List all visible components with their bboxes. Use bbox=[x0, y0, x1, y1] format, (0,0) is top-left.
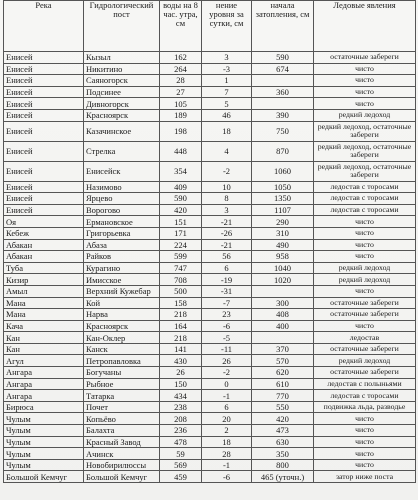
ice-cell: чисто bbox=[314, 86, 416, 98]
river-cell: Енисей bbox=[4, 193, 84, 205]
ice-cell: редкий ледоход, остаточные забереги bbox=[314, 121, 416, 141]
flood-cell: 1020 bbox=[252, 274, 314, 286]
post-cell: Нарва bbox=[84, 309, 160, 321]
flood-cell: 550 bbox=[252, 401, 314, 413]
change-cell: 6 bbox=[202, 262, 252, 274]
table-row bbox=[4, 355, 416, 367]
change-cell: 20 bbox=[202, 413, 252, 425]
level-cell: 409 bbox=[160, 181, 202, 193]
change-cell: 2 bbox=[202, 425, 252, 437]
table-row bbox=[4, 262, 416, 274]
flood-cell: 770 bbox=[252, 390, 314, 402]
table-row bbox=[4, 459, 416, 471]
change-cell: 3 bbox=[202, 52, 252, 64]
ice-cell: чисто bbox=[314, 436, 416, 448]
flood-cell: 420 bbox=[252, 413, 314, 425]
change-cell: 8 bbox=[202, 193, 252, 205]
table-row bbox=[4, 390, 416, 402]
level-cell: 158 bbox=[160, 297, 202, 309]
header-ice: Ледовые явления bbox=[314, 1, 416, 52]
river-cell: Ангара bbox=[4, 367, 84, 379]
river-cell: Кача bbox=[4, 320, 84, 332]
level-cell: 236 bbox=[160, 425, 202, 437]
flood-cell: 390 bbox=[252, 109, 314, 121]
river-cell: Абакан bbox=[4, 239, 84, 251]
post-cell: Красный Завод bbox=[84, 436, 160, 448]
post-cell: Богучаны bbox=[84, 367, 160, 379]
flood-cell: 360 bbox=[252, 86, 314, 98]
post-cell: Рыбное bbox=[84, 378, 160, 390]
ice-cell: ледостав с торосами bbox=[314, 193, 416, 205]
ice-cell: чисто bbox=[314, 239, 416, 251]
ice-cell: редкий ледоход bbox=[314, 355, 416, 367]
change-cell: 5 bbox=[202, 98, 252, 110]
river-cell: Кан bbox=[4, 343, 84, 355]
table-header bbox=[4, 1, 416, 52]
post-cell: Ачинск bbox=[84, 448, 160, 460]
river-cell: Енисей bbox=[4, 98, 84, 110]
change-cell: 23 bbox=[202, 309, 252, 321]
post-cell: Петропавловка bbox=[84, 355, 160, 367]
table-row bbox=[4, 63, 416, 75]
change-cell: -11 bbox=[202, 343, 252, 355]
table-row bbox=[4, 121, 416, 141]
post-cell: Енисейск bbox=[84, 161, 160, 181]
river-cell: Енисей bbox=[4, 86, 84, 98]
post-cell: Копьёво bbox=[84, 413, 160, 425]
flood-cell: 1107 bbox=[252, 204, 314, 216]
flood-cell: 590 bbox=[252, 52, 314, 64]
change-cell: 1 bbox=[202, 75, 252, 87]
ice-cell: ледостав с торосами bbox=[314, 390, 416, 402]
ice-cell: остаточные забереги bbox=[314, 343, 416, 355]
post-cell: Дивногорск bbox=[84, 98, 160, 110]
table-row bbox=[4, 141, 416, 161]
post-cell: Красноярск bbox=[84, 320, 160, 332]
ice-cell: ледостав с торосами bbox=[314, 204, 416, 216]
river-cell: Кизир bbox=[4, 274, 84, 286]
table-row bbox=[4, 297, 416, 309]
flood-cell: 465 (уточн.) bbox=[252, 471, 314, 483]
river-cell: Кебеж bbox=[4, 227, 84, 239]
river-cell: Мана bbox=[4, 297, 84, 309]
table-row bbox=[4, 52, 416, 64]
table-body bbox=[4, 52, 416, 483]
ice-cell: чисто bbox=[314, 320, 416, 332]
flood-cell bbox=[252, 332, 314, 344]
table-row bbox=[4, 98, 416, 110]
post-cell: Большой Кемчуг bbox=[84, 471, 160, 483]
level-cell: 26 bbox=[160, 367, 202, 379]
ice-cell: чисто bbox=[314, 216, 416, 228]
flood-cell: 300 bbox=[252, 297, 314, 309]
ice-cell: редкий ледоход, остаточные забереги bbox=[314, 161, 416, 181]
river-cell: Амыл bbox=[4, 285, 84, 297]
table-row bbox=[4, 216, 416, 228]
change-cell: 18 bbox=[202, 121, 252, 141]
post-cell: Абаза bbox=[84, 239, 160, 251]
level-cell: 141 bbox=[160, 343, 202, 355]
flood-cell: 870 bbox=[252, 141, 314, 161]
post-cell: Татарка bbox=[84, 390, 160, 402]
flood-cell: 610 bbox=[252, 378, 314, 390]
change-cell: -2 bbox=[202, 367, 252, 379]
header-post: Гидрологический пост bbox=[84, 1, 160, 52]
river-cell: Агул bbox=[4, 355, 84, 367]
header-level: воды на 8 час. утра, см bbox=[160, 1, 202, 52]
table-row bbox=[4, 343, 416, 355]
post-cell: Ермановское bbox=[84, 216, 160, 228]
flood-cell: 1060 bbox=[252, 161, 314, 181]
flood-cell bbox=[252, 75, 314, 87]
ice-cell: чисто bbox=[314, 425, 416, 437]
flood-cell: 1040 bbox=[252, 262, 314, 274]
table-row bbox=[4, 413, 416, 425]
flood-cell bbox=[252, 98, 314, 110]
level-cell: 448 bbox=[160, 141, 202, 161]
change-cell: -26 bbox=[202, 227, 252, 239]
table-row bbox=[4, 204, 416, 216]
river-cell: Туба bbox=[4, 262, 84, 274]
level-cell: 238 bbox=[160, 401, 202, 413]
post-cell: Курагино bbox=[84, 262, 160, 274]
level-cell: 59 bbox=[160, 448, 202, 460]
table-row bbox=[4, 251, 416, 263]
ice-cell: подвижка льда, разводье bbox=[314, 401, 416, 413]
ice-cell: ледостав bbox=[314, 332, 416, 344]
river-cell: Ангара bbox=[4, 378, 84, 390]
table-row bbox=[4, 161, 416, 181]
level-cell: 420 bbox=[160, 204, 202, 216]
river-cell: Чулым bbox=[4, 425, 84, 437]
level-cell: 164 bbox=[160, 320, 202, 332]
change-cell: -1 bbox=[202, 390, 252, 402]
post-cell: Ворогово bbox=[84, 204, 160, 216]
change-cell: 4 bbox=[202, 141, 252, 161]
river-cell: Оя bbox=[4, 216, 84, 228]
header-river: Река bbox=[4, 1, 84, 52]
hydrology-table bbox=[3, 0, 416, 483]
level-cell: 198 bbox=[160, 121, 202, 141]
post-cell: Подсинее bbox=[84, 86, 160, 98]
change-cell: 7 bbox=[202, 86, 252, 98]
ice-cell: чисто bbox=[314, 413, 416, 425]
flood-cell: 674 bbox=[252, 63, 314, 75]
ice-cell: чисто bbox=[314, 98, 416, 110]
change-cell: 56 bbox=[202, 251, 252, 263]
level-cell: 28 bbox=[160, 75, 202, 87]
post-cell: Кой bbox=[84, 297, 160, 309]
header-flood: начала затопления, см bbox=[252, 1, 314, 52]
ice-cell: чисто bbox=[314, 227, 416, 239]
change-cell: 46 bbox=[202, 109, 252, 121]
post-cell: Ярцево bbox=[84, 193, 160, 205]
ice-cell: остаточные забереги bbox=[314, 52, 416, 64]
table-row bbox=[4, 75, 416, 87]
flood-cell: 370 bbox=[252, 343, 314, 355]
change-cell: -19 bbox=[202, 274, 252, 286]
level-cell: 162 bbox=[160, 52, 202, 64]
flood-cell: 620 bbox=[252, 367, 314, 379]
flood-cell: 290 bbox=[252, 216, 314, 228]
flood-cell: 800 bbox=[252, 459, 314, 471]
level-cell: 218 bbox=[160, 309, 202, 321]
table-row bbox=[4, 367, 416, 379]
header-change: нение уровня за сутки, см bbox=[202, 1, 252, 52]
change-cell: -21 bbox=[202, 239, 252, 251]
river-cell: Енисей bbox=[4, 63, 84, 75]
river-cell: Абакан bbox=[4, 251, 84, 263]
level-cell: 151 bbox=[160, 216, 202, 228]
table-row bbox=[4, 436, 416, 448]
ice-cell: остаточные забереги bbox=[314, 297, 416, 309]
level-cell: 224 bbox=[160, 239, 202, 251]
river-cell: Бирюса bbox=[4, 401, 84, 413]
flood-cell: 570 bbox=[252, 355, 314, 367]
flood-cell: 408 bbox=[252, 309, 314, 321]
change-cell: -3 bbox=[202, 63, 252, 75]
post-cell: Григорьевка bbox=[84, 227, 160, 239]
post-cell: Казачинское bbox=[84, 121, 160, 141]
flood-cell: 473 bbox=[252, 425, 314, 437]
river-cell: Ангара bbox=[4, 390, 84, 402]
table-row bbox=[4, 239, 416, 251]
post-cell: Имисское bbox=[84, 274, 160, 286]
table-row bbox=[4, 448, 416, 460]
flood-cell: 630 bbox=[252, 436, 314, 448]
table-row bbox=[4, 471, 416, 483]
ice-cell: редкий ледоход bbox=[314, 274, 416, 286]
river-cell: Енисей bbox=[4, 204, 84, 216]
river-cell: Енисей bbox=[4, 75, 84, 87]
table-row bbox=[4, 401, 416, 413]
river-cell: Енисей bbox=[4, 52, 84, 64]
ice-cell: ледостав с торосами bbox=[314, 181, 416, 193]
ice-cell: редкий ледоход bbox=[314, 262, 416, 274]
post-cell: Райков bbox=[84, 251, 160, 263]
table-row bbox=[4, 181, 416, 193]
ice-cell: чисто bbox=[314, 63, 416, 75]
level-cell: 590 bbox=[160, 193, 202, 205]
ice-cell: чисто bbox=[314, 251, 416, 263]
post-cell: Никитино bbox=[84, 63, 160, 75]
river-cell: Кан bbox=[4, 332, 84, 344]
level-cell: 569 bbox=[160, 459, 202, 471]
level-cell: 218 bbox=[160, 332, 202, 344]
change-cell: -5 bbox=[202, 332, 252, 344]
level-cell: 430 bbox=[160, 355, 202, 367]
table-row bbox=[4, 320, 416, 332]
river-cell: Чулым bbox=[4, 448, 84, 460]
table-row bbox=[4, 274, 416, 286]
river-cell: Енисей bbox=[4, 161, 84, 181]
flood-cell: 490 bbox=[252, 239, 314, 251]
table-row bbox=[4, 425, 416, 437]
river-cell: Енисей bbox=[4, 141, 84, 161]
level-cell: 264 bbox=[160, 63, 202, 75]
ice-cell: чисто bbox=[314, 448, 416, 460]
change-cell: 3 bbox=[202, 204, 252, 216]
change-cell: 0 bbox=[202, 378, 252, 390]
river-cell: Енисей bbox=[4, 181, 84, 193]
change-cell: 18 bbox=[202, 436, 252, 448]
level-cell: 150 bbox=[160, 378, 202, 390]
post-cell: Красноярск bbox=[84, 109, 160, 121]
flood-cell: 1350 bbox=[252, 193, 314, 205]
ice-cell: чисто bbox=[314, 459, 416, 471]
flood-cell: 310 bbox=[252, 227, 314, 239]
post-cell: Верхний Кужебар bbox=[84, 285, 160, 297]
level-cell: 599 bbox=[160, 251, 202, 263]
change-cell: -6 bbox=[202, 471, 252, 483]
post-cell: Балахта bbox=[84, 425, 160, 437]
ice-cell: чисто bbox=[314, 285, 416, 297]
table-row bbox=[4, 378, 416, 390]
change-cell: 28 bbox=[202, 448, 252, 460]
river-cell: Чулым bbox=[4, 413, 84, 425]
change-cell: 6 bbox=[202, 401, 252, 413]
flood-cell: 750 bbox=[252, 121, 314, 141]
table-row bbox=[4, 193, 416, 205]
level-cell: 747 bbox=[160, 262, 202, 274]
post-cell: Канск bbox=[84, 343, 160, 355]
post-cell: Стрелка bbox=[84, 141, 160, 161]
change-cell: -1 bbox=[202, 459, 252, 471]
level-cell: 478 bbox=[160, 436, 202, 448]
post-cell: Кызыл bbox=[84, 52, 160, 64]
ice-cell: редкий ледоход, остаточные забереги bbox=[314, 141, 416, 161]
flood-cell: 400 bbox=[252, 320, 314, 332]
ice-cell: остаточные забереги bbox=[314, 309, 416, 321]
level-cell: 500 bbox=[160, 285, 202, 297]
table-row bbox=[4, 309, 416, 321]
post-cell: Саяногорск bbox=[84, 75, 160, 87]
change-cell: -2 bbox=[202, 161, 252, 181]
change-cell: 10 bbox=[202, 181, 252, 193]
river-cell: Енисей bbox=[4, 109, 84, 121]
ice-cell: затор ниже поста bbox=[314, 471, 416, 483]
river-cell: Большой Кемчуг bbox=[4, 471, 84, 483]
level-cell: 27 bbox=[160, 86, 202, 98]
post-cell: Назимово bbox=[84, 181, 160, 193]
change-cell: -7 bbox=[202, 297, 252, 309]
ice-cell: ледостав с полыньями bbox=[314, 378, 416, 390]
level-cell: 459 bbox=[160, 471, 202, 483]
level-cell: 354 bbox=[160, 161, 202, 181]
table-row bbox=[4, 332, 416, 344]
river-cell: Чулым bbox=[4, 459, 84, 471]
river-cell: Мана bbox=[4, 309, 84, 321]
river-cell: Чулым bbox=[4, 436, 84, 448]
change-cell: 26 bbox=[202, 355, 252, 367]
level-cell: 189 bbox=[160, 109, 202, 121]
post-cell: Новобирилюссы bbox=[84, 459, 160, 471]
level-cell: 171 bbox=[160, 227, 202, 239]
table-row bbox=[4, 227, 416, 239]
level-cell: 105 bbox=[160, 98, 202, 110]
flood-cell: 1050 bbox=[252, 181, 314, 193]
flood-cell: 350 bbox=[252, 448, 314, 460]
flood-cell: 958 bbox=[252, 251, 314, 263]
ice-cell: чисто bbox=[314, 75, 416, 87]
ice-cell: остаточные забереги bbox=[314, 367, 416, 379]
level-cell: 434 bbox=[160, 390, 202, 402]
change-cell: -31 bbox=[202, 285, 252, 297]
level-cell: 708 bbox=[160, 274, 202, 286]
table-row bbox=[4, 109, 416, 121]
post-cell: Почет bbox=[84, 401, 160, 413]
flood-cell bbox=[252, 285, 314, 297]
change-cell: -6 bbox=[202, 320, 252, 332]
river-cell: Енисей bbox=[4, 121, 84, 141]
level-cell: 208 bbox=[160, 413, 202, 425]
ice-cell: редкий ледоход bbox=[314, 109, 416, 121]
table-row bbox=[4, 86, 416, 98]
table-row bbox=[4, 285, 416, 297]
post-cell: Кан-Оклер bbox=[84, 332, 160, 344]
change-cell: -21 bbox=[202, 216, 252, 228]
